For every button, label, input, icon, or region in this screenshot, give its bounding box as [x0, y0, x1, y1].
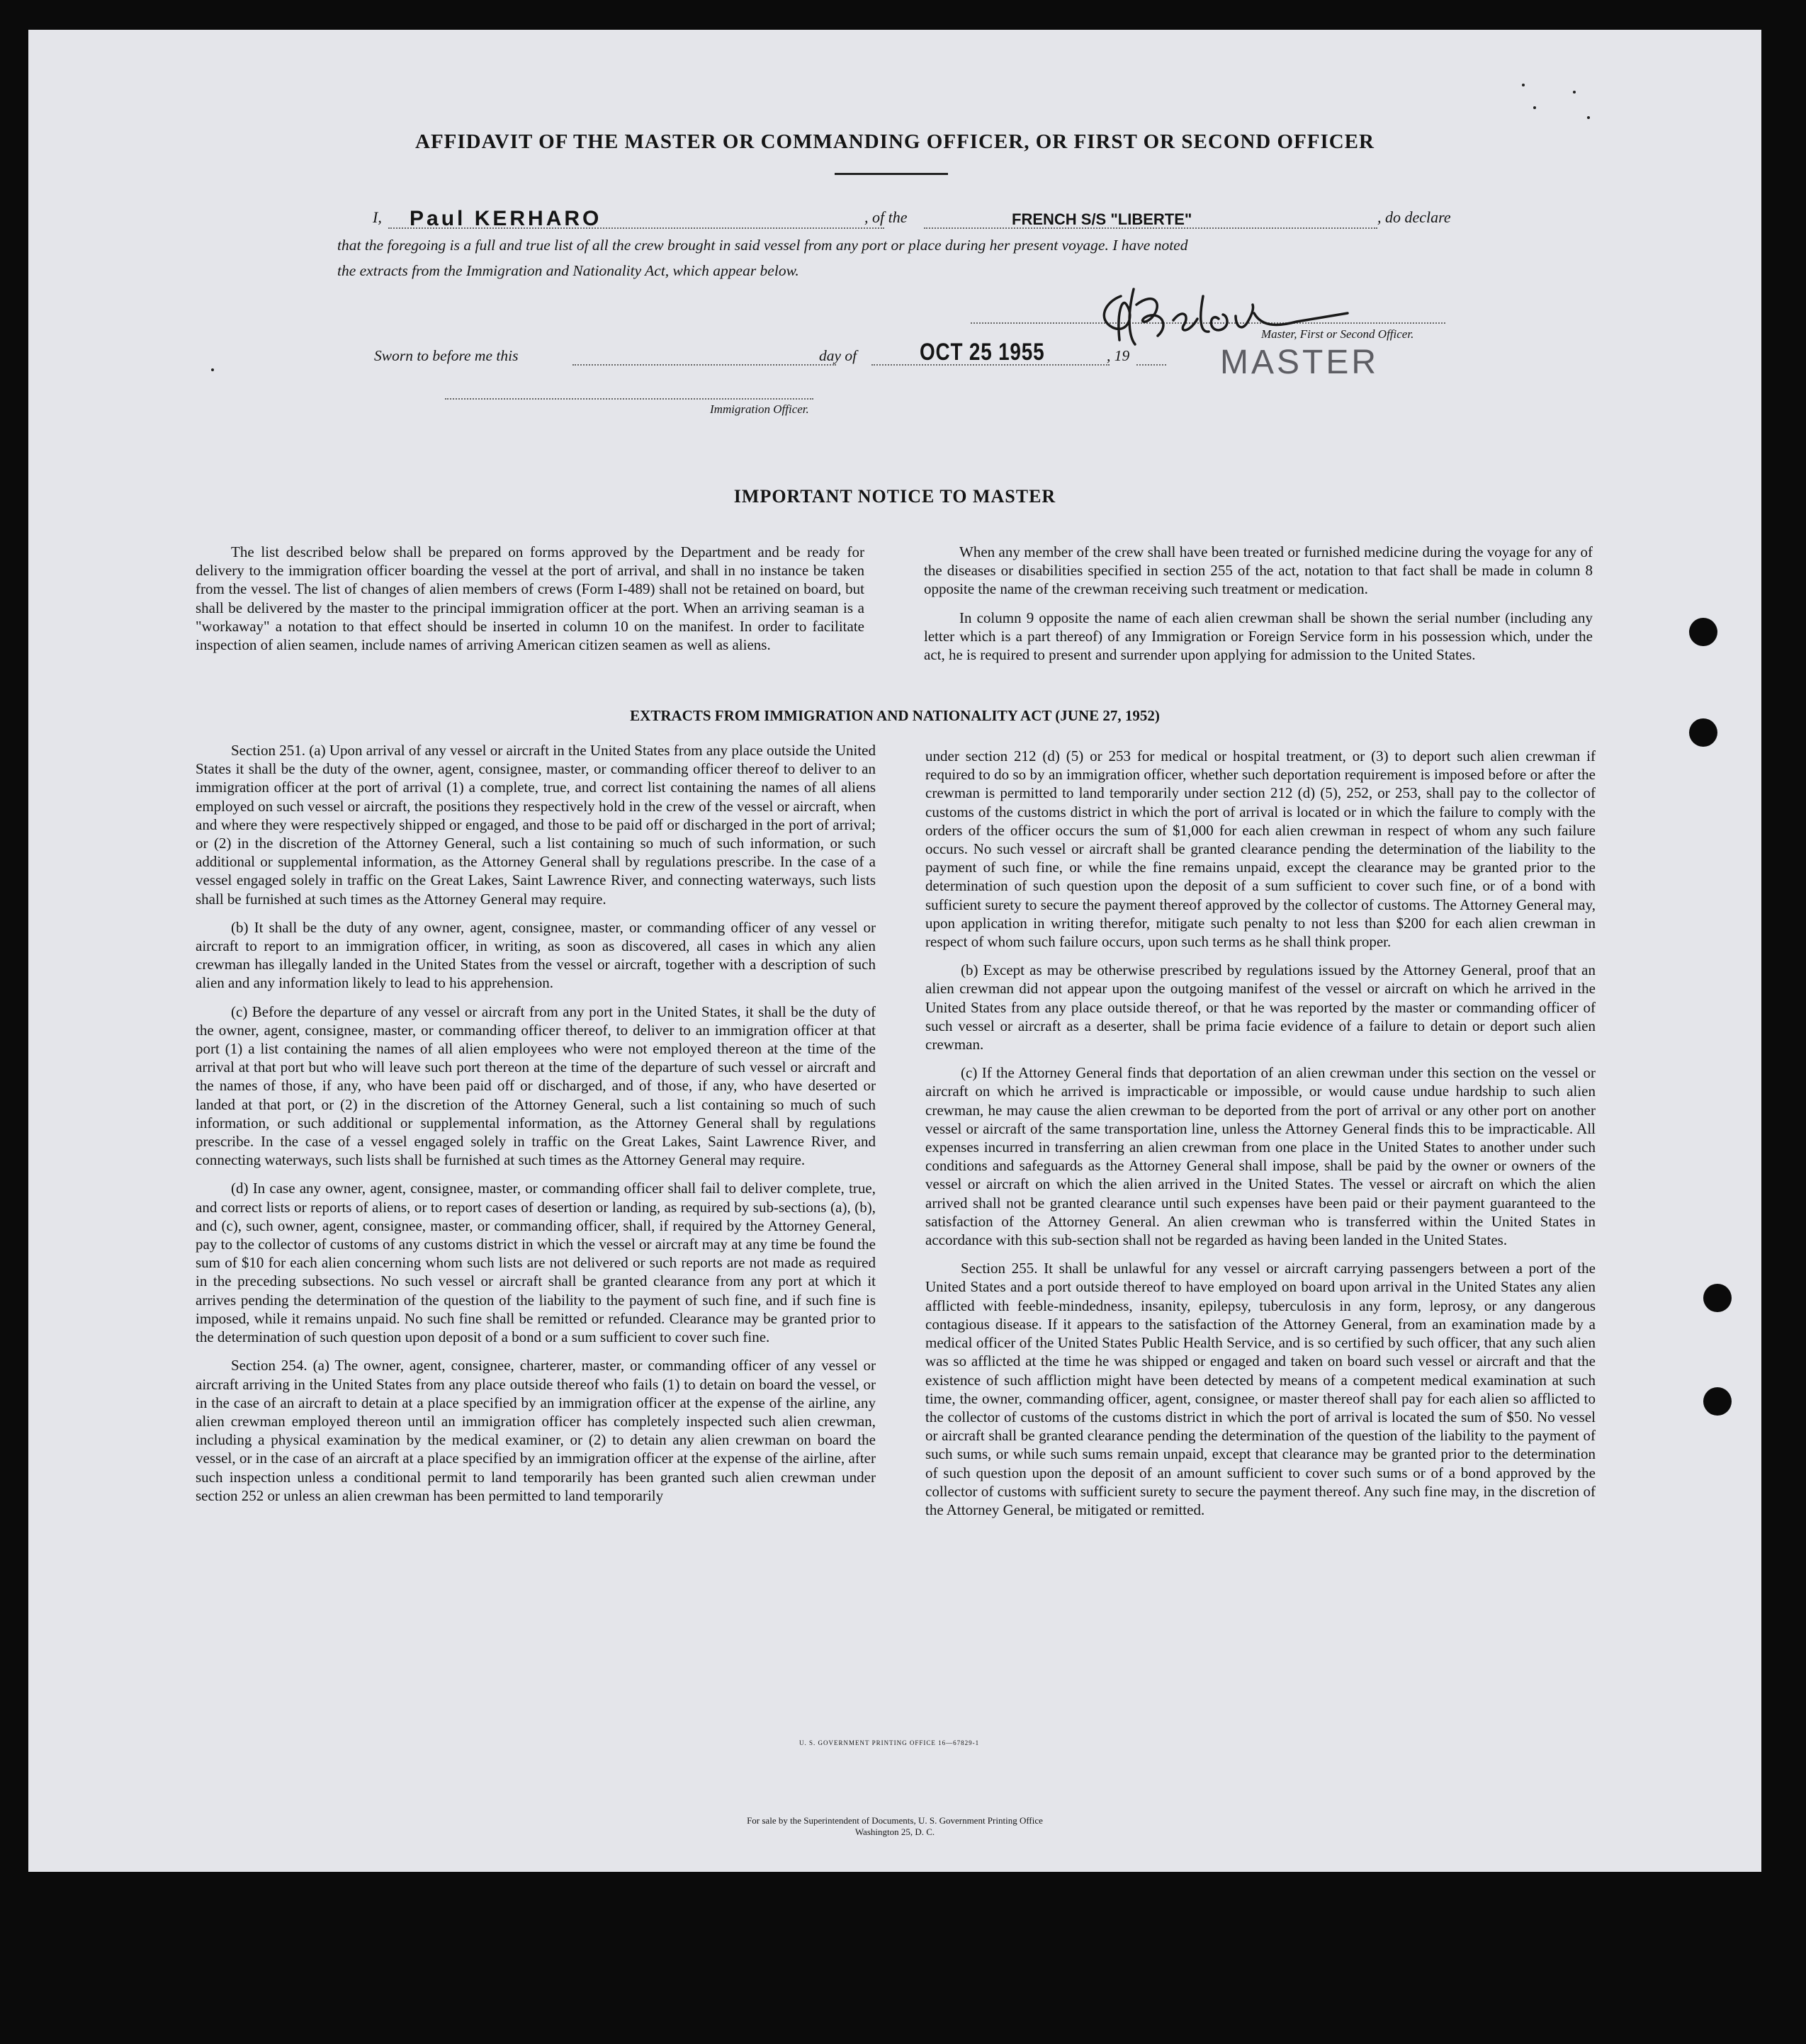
signature-caption: Master, First or Second Officer. — [1261, 327, 1414, 341]
section-251-c: (c) Before the departure of any vessel or aircraft from any port in the United States, it shall be the duty of the owner, agent, consignee, master, or commanding officer thereof, to deliver to an immigration officer at that port (1) a list containing the names of all alien employees who were not employed thereon at the time of the arrival at that port but who will leave such port thereon at the time of the departure of such vessel or aircraft and the names of those, if any, who have been paid off or discharged, and of those, if any, who have deserted or landed at that port, or (2) in the discretion of the Attorney General, such a list containing so much of such information, or such additional or supplemental information, as the Attorney General shall by regulations prescribe. In the case of a vessel engaged solely in traffic on the Great Lakes, Saint Lawrence River, and connecting waterways, such lists shall be furnished at such times as the Attorney General may require. — [196, 1003, 876, 1169]
section-251-d: (d) In case any owner, agent, consignee, master, or commanding officer shall fail to deliver complete, true, and correct lists or reports of aliens, or to report cases of desertion or landing, as required by sub-sections (a), (b), and (c), such owner, agent, consignee, master, or commanding officer, shall, if required by the Attorney General, pay to the collector of customs of any customs district in which the vessel or aircraft may at any time be found the sum of $10 for each alien concerning whom such lists are not delivered or such reports are not made as required in the preceding subsections. No such vessel or aircraft shall be granted clearance from any port at which it arrives pending the determination of the question of the liability to the payment of such fine, and if such fine is imposed, while it remains unpaid. No such fine shall be remitted or refunded. Clearance may be granted prior to the determination of such question upon deposit of a bond or a sum sufficient to cover such fine. — [196, 1180, 876, 1346]
declaration-line-2: the extracts from the Immigration and Nationality Act, which appear below. — [337, 262, 799, 279]
section-254-a-part-1: Section 254. (a) The owner, agent, consignee, charterer, master, or commanding officer of any vessel or aircraft arriving in the United States from any place outside thereof who fails (1) to detain on board the vessel, or in the case of an aircraft to detain at a place specified by an immigration officer at the expense of the airline, any alien crewman employed thereon until an immigration officer has completely inspected such alien crewman, including a physical examination by the medical examiner, or (2) to detain any alien crewman on board the vessel, or in the case of an aircraft at a place specified by an immigration officer at the expense of the airline, after such inspection unless a conditional permit to land temporarily has been granted such alien crewman under section 252 or unless an alien crewman has been permitted to land temporarily — [196, 1357, 876, 1504]
notice-right-column — [924, 543, 1593, 664]
notice-left-paragraph: The list described below shall be prepared on forms approved by the Department and be ready for delivery to the immigration officer boarding the vessel at the port of arrival, and shall in no instance be taken from the vessel. The list of changes of alien members of crews (Form I-489) shall not be retained on board, but shall be delivered by the master to the principal immigration officer at the port. When an arriving seaman is a "workaway" a notation to that effect should be inserted in column 10 on the manifest. In order to facilitate inspection of alien seamen, include names of arriving American citizen seamen as well as aliens. — [196, 543, 864, 654]
scan-speck — [1533, 106, 1536, 109]
extracts-heading: EXTRACTS FROM IMMIGRATION AND NATIONALITY ACT (JUNE 27, 1952) — [630, 707, 1160, 724]
notice-right-paragraph-2: In column 9 opposite the name of each alien crewman shall be shown the serial number (including any letter which is a part thereof) of any Immigration or Foreign Service form in his possession which, under the act, he is required to present and surrender upon applying for admission to the United States. — [924, 609, 1593, 664]
extracts-right-column — [925, 747, 1596, 1519]
punch-hole — [1703, 1284, 1732, 1312]
section-251-b: (b) It shall be the duty of any owner, agent, consignee, master, or commanding officer of any vessel or aircraft to report to an immigration officer, in writing, as soon as discovered, all cases in which any alien crewman has illegally landed in the United States from the vessel or aircraft, together with a description of such alien and any information likely to lead to his apprehension. — [196, 918, 876, 992]
vessel-name: FRENCH S/S "LIBERTE" — [1012, 210, 1192, 228]
sworn-day-line — [572, 364, 836, 366]
master-stamp: MASTER — [1220, 344, 1379, 381]
section-255: Section 255. It shall be unlawful for any vessel or aircraft carrying passengers between a port of the United States and a port outside thereof to have employed on board upon arrival in the United States any alien afflicted with feeble-mindedness, insanity, epilepsy, tuberculosis in any form, leprosy, or any dangerous contagious disease. If it appears to the satisfaction of the Attorney General, from an examination made by a medical officer of the United States Public Health Service, and is so certified by such officer, that any such alien was so afflicted at the time he was shipped or engaged and taken on board such vessel or aircraft and that the existence of such affliction might have been detected by means of a competent medical examination at such time, the owner, commanding officer, agent, consignee, or master thereof shall pay for each alien so afflicted to the collector of customs of the customs district in which the port of arrival is located the sum of $50. No vessel or aircraft shall be granted clearance pending the determination of the question of the liability to the payment of such sums, or while such sums remain unpaid, except that clearance may be granted prior to the determination of such question upon the deposit of an amount sufficient to cover such sums or of a bond approved by the collector of customs with sufficient surety to secure the payment thereof. Any such fine may, in the discretion of the Attorney General, be mitigated or remitted. — [925, 1260, 1596, 1518]
affidavit-title: AFFIDAVIT OF THE MASTER OR COMMANDING OFFICER, OR FIRST OR SECOND OFFICER — [415, 130, 1375, 153]
scan-speck — [1587, 116, 1590, 119]
affidavit-form-page — [28, 30, 1761, 1872]
immigration-officer-line — [445, 398, 813, 400]
sale-line-1: For sale by the Superintendent of Documents, U. S. Government Printing Office — [747, 1815, 1043, 1826]
date-stamp: OCT 25 1955 — [920, 339, 1045, 366]
notice-left-column — [196, 543, 864, 654]
section-251-a: Section 251. (a) Upon arrival of any vessel or aircraft in the United States from any place outside the United States it shall be the duty of the owner, agent, consignee, master, or commanding officer thereof to deliver to an immigration officer at the port of arrival (1) a complete, true, and correct list containing the names of all aliens employed on such vessel or aircraft, the positions they respectively hold in the crew of the vessel or aircraft, when and where they were respectively shipped or engaged, and those to be paid off or discharged in the port of arrival; or (2) in the discretion of the Attorney General, such a list containing so much of such information, or such additional or supplemental information, as the Attorney General shall by regulations prescribe. In the case of a vessel engaged solely in traffic on the Great Lakes, Saint Lawrence River, and connecting waterways, such lists shall be furnished at such times as the Attorney General may require. — [196, 742, 876, 908]
punch-hole — [1689, 618, 1717, 646]
section-254-c: (c) If the Attorney General finds that deportation of an alien crewman under this section on the vessel or aircraft on which he arrived is impracticable or impossible, or would cause undue hardship to such alien crewman, he may cause the alien crewman to be deported from the port of arrival or any other port on another vessel or aircraft of the same transportation line, unless the Attorney General finds this to be impracticable. All expenses incurred in transferring an alien crewman from one place in the United States to another under such conditions and safeguards as the Attorney General shall impose, shall be paid by the owner or owners of the vessel or aircraft on which the alien arrived in the United States. The vessel or aircraft on which the alien arrived shall not be granted clearance until such expenses have been paid or their payment guaranteed to the satisfaction of the Attorney General. An alien crewman who is transferred within the United States in accordance with this sub-section shall not be regarded as having been landed in the United States. — [925, 1064, 1596, 1249]
do-declare-label: , do declare — [1377, 208, 1451, 226]
year-line — [1136, 364, 1166, 366]
gpo-imprint: U. S. GOVERNMENT PRINTING OFFICE 16—67829-1 — [799, 1739, 980, 1746]
year-label: , 19 — [1107, 347, 1130, 364]
sale-line-2: Washington 25, D. C. — [854, 1826, 935, 1837]
officer-name: Paul KERHARO — [410, 207, 602, 230]
scan-speck — [211, 368, 214, 371]
declaration-line-1: that the foregoing is a full and true list of all the crew brought in said vessel from any port or place during her present voyage. I have noted — [337, 237, 1188, 254]
immigration-officer-caption: Immigration Officer. — [710, 402, 809, 416]
of-the-label: , of the — [864, 208, 908, 226]
title-rule — [835, 173, 948, 175]
notice-heading: IMPORTANT NOTICE TO MASTER — [733, 486, 1056, 507]
punch-hole — [1703, 1387, 1732, 1416]
scan-speck — [1573, 91, 1576, 94]
i-label: I, — [373, 208, 382, 226]
extracts-left-column — [196, 741, 876, 1505]
scan-speck — [1522, 84, 1525, 86]
day-of-label: day of — [819, 347, 857, 364]
sworn-label: Sworn to before me this — [374, 347, 519, 364]
notice-right-paragraph-1: When any member of the crew shall have been treated or furnished medicine during the voyage for any of the diseases or disabilities specified in section 255 of the act, notation to that fact shall be made in column 8 opposite the name of the crewman receiving such treatment or medication. — [924, 543, 1593, 598]
section-254-a-part-2: under section 212 (d) (5) or 253 for medical or hospital treatment, or (3) to deport such alien crewman if required to do so by an immigration officer, whether such deportation requirement is imposed before or after the crewman is permitted to land temporarily under section 212 (d) (5), 252, or 253, shall pay to the collector of customs of the customs district in which the port of arrival is located or in which the failure to comply with the orders of the officer occurs the sum of $1,000 for each alien crewman in respect of whom any such failure occurs. No such vessel or aircraft shall be granted clearance pending the determination of the liability to the payment of such fine, or while the fine remains unpaid, except the clearance may be granted prior to the determination of such question upon the deposit of a sum sufficient to cover such fine, or of a bond with sufficient surety to secure the payment thereof approved by the collector of customs. The Attorney General may, upon application in writing therefor, mitigate such penalty to not less than $200 for each alien crewman in respect of whom such failure occurs, upon such terms as he shall think proper. — [925, 747, 1596, 951]
section-254-b: (b) Except as may be otherwise prescribed by regulations issued by the Attorney General, proof that an alien crewman did not appear upon the outgoing manifest of the vessel or aircraft on which he arrived in the United States from any place outside thereof, or that he was reported by the master or commanding officer of such vessel or aircraft as a deserter, shall be prima facie evidence of a failure to detain or deport such alien crewman. — [925, 961, 1596, 1054]
